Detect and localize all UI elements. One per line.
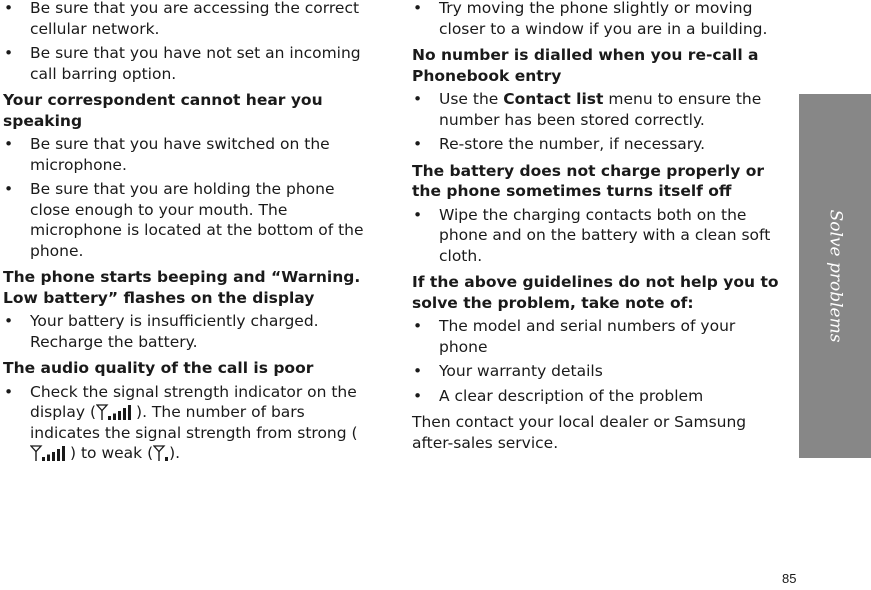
list-item: • Check the signal strength indicator on the display ( ). The number of bars indicates the signal strength from strong () to weak ( ). [4, 382, 358, 462]
list-item: • Re-store the number, if necessary. [413, 135, 706, 153]
bullet-icon: • [4, 0, 14, 17]
list-item: • Be sure that you have not set an incoming call barring option. [4, 44, 361, 83]
list-item: • Be sure that you have switched on the microphone. [4, 135, 330, 174]
list-item: • A clear description of the problem [413, 386, 704, 405]
chapter-title: Solve problems [825, 209, 846, 343]
cannot-hear-bullet-list [3, 134, 373, 261]
network-bullet-list [3, 0, 373, 84]
contact-list-menu-name: Contact list [503, 90, 604, 108]
list-item: • Wipe the charging contacts both on the phone and on the battery with a clean soft cloth. [413, 205, 771, 265]
audio-quality-bullet-list [3, 382, 373, 464]
move-phone-bullet-list [412, 0, 784, 39]
bullet-icon: • [413, 205, 423, 224]
bullet-icon: • [4, 135, 14, 153]
section-heading-audio-quality: The audio quality of the call is poor [3, 359, 314, 377]
take-note-bullet-list [412, 316, 784, 406]
list-item: • Try moving the phone slightly or moving closer to a window if you are in a building. [413, 0, 768, 38]
list-item: • Your warranty details [413, 362, 603, 380]
list-item: • Use the Contact list menu to ensure the number has been stored correctly. [413, 90, 762, 129]
low-battery-bullet-list [3, 311, 373, 352]
chapter-side-tab [799, 94, 871, 458]
battery-charge-bullet-list [412, 205, 784, 267]
section-heading-no-number-dialled: No number is dialled when you re-call a Phonebook entry [412, 46, 759, 85]
bullet-icon: • [413, 317, 423, 335]
signal-strength-full-icon [96, 403, 136, 421]
section-heading-take-note: If the above guidelines do not help you to solve the problem, take note of: [412, 273, 779, 312]
bullet-icon: • [4, 382, 14, 401]
no-number-bullet-list [412, 89, 784, 155]
bullet-icon: • [4, 180, 14, 198]
bullet-icon: • [4, 44, 14, 62]
bullet-icon: • [413, 386, 423, 405]
signal-strength-full-icon [30, 444, 70, 462]
right-column [412, 0, 784, 461]
bullet-icon: • [4, 312, 14, 330]
list-item: • Be sure that you are accessing the correct cellular network. [4, 0, 360, 38]
section-heading-low-battery: The phone starts beeping and “Warning. Low battery” flashes on the display [3, 268, 361, 307]
section-heading-cannot-hear: Your correspondent cannot hear you speaking [3, 91, 323, 130]
bullet-icon: • [413, 0, 423, 17]
signal-strength-weak-icon [153, 444, 169, 462]
left-column [3, 0, 373, 470]
list-item: • Your battery is insufficiently charged. Recharge the battery. [4, 312, 319, 351]
page-number: 85 [782, 571, 797, 586]
list-item: • The model and serial numbers of your phone [413, 317, 736, 356]
bullet-icon: • [413, 90, 423, 108]
bullet-icon: • [413, 135, 423, 153]
section-heading-battery-charge: The battery does not charge properly or the phone sometimes turns itself off [412, 161, 764, 200]
closing-paragraph: Then contact your local dealer or Samsung after-sales service. [412, 413, 747, 452]
bullet-icon: • [413, 362, 423, 380]
list-item: • Be sure that you are holding the phone close enough to your mouth. The microphone is located at the bottom of the phone. [4, 180, 364, 260]
